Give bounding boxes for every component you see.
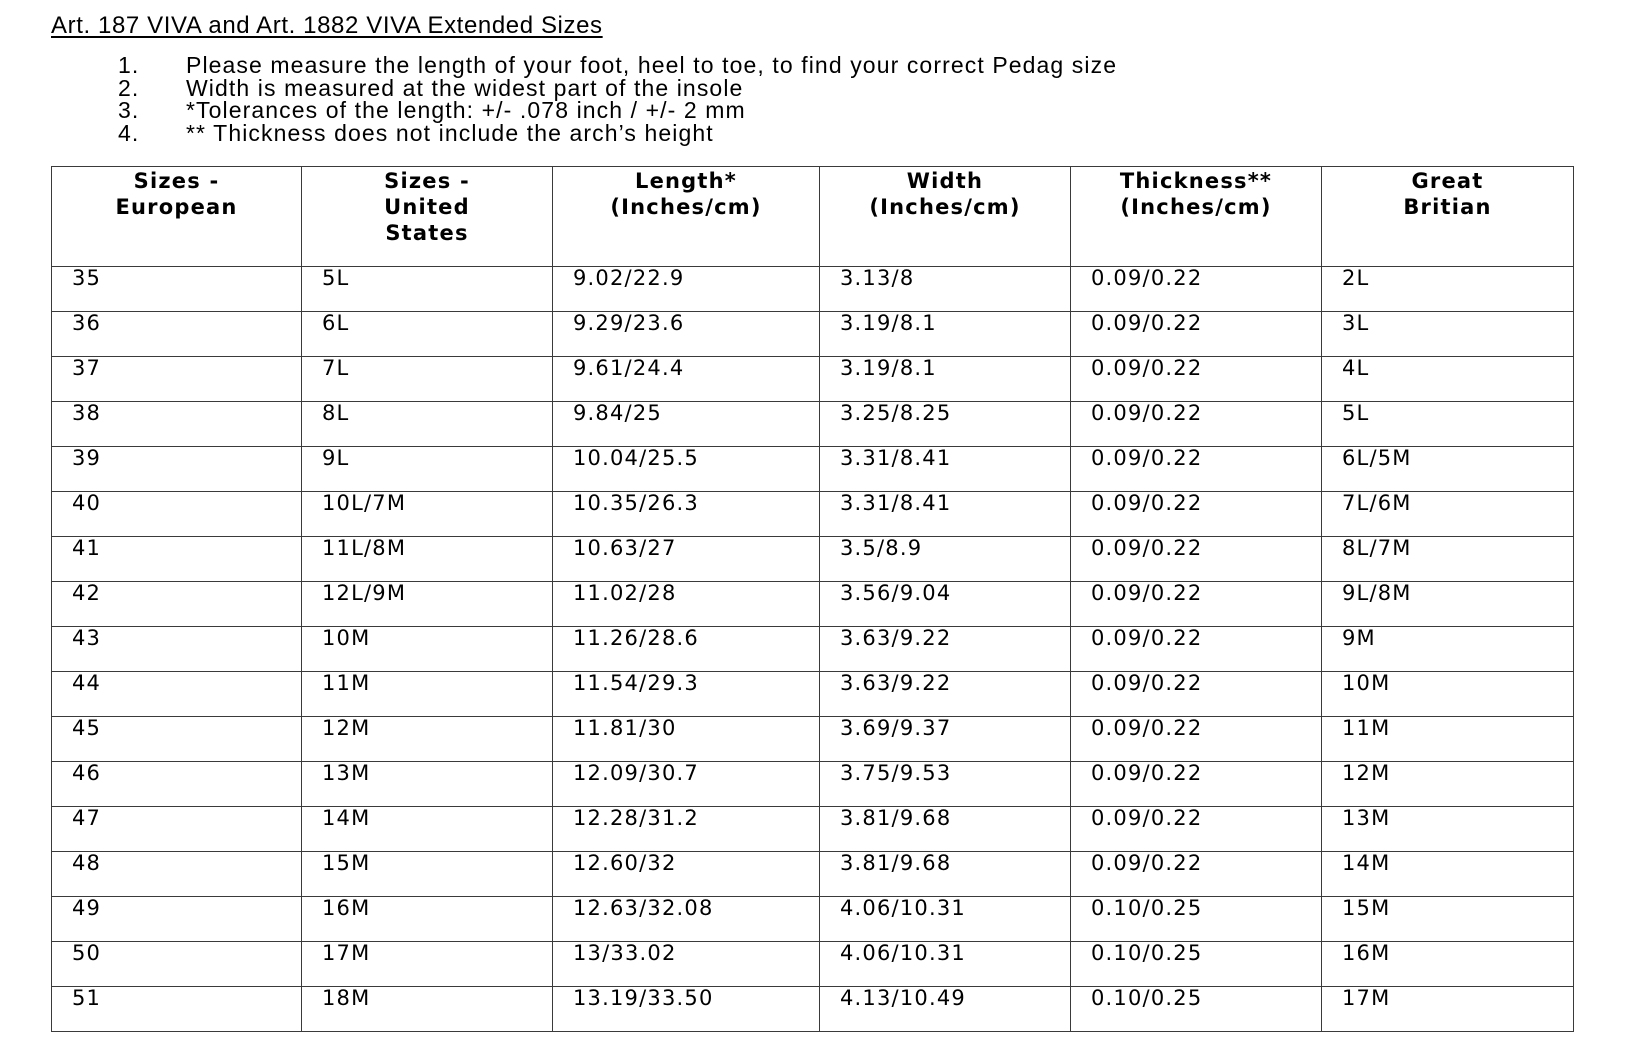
table-row	[52, 627, 1574, 672]
cell-width: 3.56/9.04	[820, 582, 1071, 627]
cell-size-gb: 4L	[1322, 357, 1574, 402]
table-row	[52, 402, 1574, 447]
table-row	[52, 717, 1574, 762]
cell-width: 4.13/10.49	[820, 987, 1071, 1032]
cell-size-eu: 42	[52, 582, 302, 627]
header-length	[553, 167, 820, 267]
cell-size-eu: 38	[52, 402, 302, 447]
cell-thickness: 0.10/0.25	[1071, 942, 1322, 987]
cell-length: 10.35/26.3	[553, 492, 820, 537]
cell-size-us: 12M	[302, 717, 553, 762]
cell-width: 3.63/9.22	[820, 672, 1071, 717]
cell-width: 3.5/8.9	[820, 537, 1071, 582]
cell-size-us: 17M	[302, 942, 553, 987]
table-row	[52, 492, 1574, 537]
cell-length: 12.60/32	[553, 852, 820, 897]
cell-size-eu: 36	[52, 312, 302, 357]
cell-size-us: 12L/9M	[302, 582, 553, 627]
cell-length: 9.84/25	[553, 402, 820, 447]
cell-size-eu: 43	[52, 627, 302, 672]
cell-length: 11.02/28	[553, 582, 820, 627]
table-header-row	[52, 167, 1574, 267]
cell-size-gb: 10M	[1322, 672, 1574, 717]
header-line: United	[384, 195, 470, 219]
table-row	[52, 987, 1574, 1032]
cell-size-eu: 44	[52, 672, 302, 717]
cell-width: 3.19/8.1	[820, 312, 1071, 357]
cell-width: 3.81/9.68	[820, 807, 1071, 852]
cell-width: 3.31/8.41	[820, 447, 1071, 492]
header-line: (Inches/cm)	[869, 195, 1021, 219]
cell-length: 11.54/29.3	[553, 672, 820, 717]
cell-thickness: 0.09/0.22	[1071, 447, 1322, 492]
cell-length: 10.04/25.5	[553, 447, 820, 492]
cell-length: 13.19/33.50	[553, 987, 820, 1032]
header-thickness	[1071, 167, 1322, 267]
cell-size-gb: 12M	[1322, 762, 1574, 807]
cell-size-us: 16M	[302, 897, 553, 942]
table-row	[52, 807, 1574, 852]
cell-width: 3.13/8	[820, 267, 1071, 312]
table-row	[52, 762, 1574, 807]
header-sizes-us	[302, 167, 553, 267]
cell-thickness: 0.09/0.22	[1071, 267, 1322, 312]
document-title: Art. 187 VIVA and Art. 1882 VIVA Extended Sizes	[51, 12, 603, 39]
header-sizes-european	[52, 167, 302, 267]
cell-thickness: 0.09/0.22	[1071, 717, 1322, 762]
table-row	[52, 312, 1574, 357]
header-line: Sizes -	[384, 169, 470, 193]
cell-size-gb: 14M	[1322, 852, 1574, 897]
cell-length: 9.61/24.4	[553, 357, 820, 402]
cell-thickness: 0.09/0.22	[1071, 762, 1322, 807]
table-row	[52, 357, 1574, 402]
table-row	[52, 267, 1574, 312]
instruction-number: 4.	[118, 119, 140, 146]
table-row	[52, 447, 1574, 492]
table-row	[52, 897, 1574, 942]
cell-length: 11.26/28.6	[553, 627, 820, 672]
header-line: Thickness**	[1119, 169, 1273, 193]
header-line: Width	[906, 169, 984, 193]
cell-size-eu: 39	[52, 447, 302, 492]
cell-size-gb: 3L	[1322, 312, 1574, 357]
cell-size-eu: 50	[52, 942, 302, 987]
cell-thickness: 0.09/0.22	[1071, 672, 1322, 717]
cell-size-gb: 6L/5M	[1322, 447, 1574, 492]
cell-size-us: 14M	[302, 807, 553, 852]
cell-length: 9.02/22.9	[553, 267, 820, 312]
size-table	[51, 166, 1574, 1032]
cell-size-gb: 13M	[1322, 807, 1574, 852]
cell-size-us: 13M	[302, 762, 553, 807]
cell-thickness: 0.09/0.22	[1071, 312, 1322, 357]
cell-size-us: 18M	[302, 987, 553, 1032]
header-great-britain	[1322, 167, 1574, 267]
header-width	[820, 167, 1071, 267]
cell-size-gb: 16M	[1322, 942, 1574, 987]
cell-width: 3.25/8.25	[820, 402, 1071, 447]
cell-size-eu: 41	[52, 537, 302, 582]
cell-size-us: 15M	[302, 852, 553, 897]
cell-length: 12.28/31.2	[553, 807, 820, 852]
cell-thickness: 0.09/0.22	[1071, 537, 1322, 582]
cell-size-us: 9L	[302, 447, 553, 492]
table-row	[52, 582, 1574, 627]
cell-size-us: 7L	[302, 357, 553, 402]
cell-thickness: 0.09/0.22	[1071, 807, 1322, 852]
cell-size-gb: 9M	[1322, 627, 1574, 672]
cell-thickness: 0.09/0.22	[1071, 402, 1322, 447]
header-line: Britian	[1403, 195, 1492, 219]
instruction-text: Please measure the length of your foot, heel to toe, to find your correct Pedag size	[186, 52, 1118, 78]
cell-width: 3.63/9.22	[820, 627, 1071, 672]
table-row	[52, 672, 1574, 717]
cell-size-eu: 47	[52, 807, 302, 852]
cell-thickness: 0.10/0.25	[1071, 987, 1322, 1032]
instruction-number: 2.	[118, 74, 140, 101]
header-line: Length*	[635, 169, 737, 193]
cell-size-eu: 48	[52, 852, 302, 897]
cell-width: 4.06/10.31	[820, 897, 1071, 942]
instruction-text: *Tolerances of the length: +/- .078 inch / +/- 2 mm	[186, 97, 746, 123]
instruction-number: 1.	[118, 52, 140, 78]
cell-size-us: 5L	[302, 267, 553, 312]
cell-size-eu: 46	[52, 762, 302, 807]
cell-width: 3.81/9.68	[820, 852, 1071, 897]
cell-width: 3.19/8.1	[820, 357, 1071, 402]
instruction-text: Width is measured at the widest part of the insole	[186, 74, 744, 101]
cell-size-us: 8L	[302, 402, 553, 447]
table-body	[52, 267, 1574, 1032]
cell-width: 3.69/9.37	[820, 717, 1071, 762]
table-row	[52, 537, 1574, 582]
cell-size-gb: 11M	[1322, 717, 1574, 762]
cell-thickness: 0.09/0.22	[1071, 582, 1322, 627]
header-line: (Inches/cm)	[610, 195, 762, 219]
instruction-number: 3.	[118, 97, 140, 123]
cell-length: 9.29/23.6	[553, 312, 820, 357]
table-row	[52, 852, 1574, 897]
cell-thickness: 0.09/0.22	[1071, 627, 1322, 672]
cell-size-eu: 37	[52, 357, 302, 402]
instruction-text: ** Thickness does not include the arch’s height	[186, 119, 714, 146]
cell-size-gb: 15M	[1322, 897, 1574, 942]
cell-length: 12.63/32.08	[553, 897, 820, 942]
cell-thickness: 0.10/0.25	[1071, 897, 1322, 942]
cell-length: 10.63/27	[553, 537, 820, 582]
cell-size-eu: 35	[52, 267, 302, 312]
header-line: Sizes -	[133, 169, 220, 193]
cell-size-gb: 5L	[1322, 402, 1574, 447]
cell-width: 3.75/9.53	[820, 762, 1071, 807]
header-line: Great	[1411, 169, 1484, 193]
cell-length: 12.09/30.7	[553, 762, 820, 807]
table-row	[52, 942, 1574, 987]
cell-size-us: 11M	[302, 672, 553, 717]
cell-size-us: 6L	[302, 312, 553, 357]
header-line: (Inches/cm)	[1120, 195, 1272, 219]
header-line: States	[385, 221, 469, 245]
cell-length: 11.81/30	[553, 717, 820, 762]
cell-size-gb: 7L/6M	[1322, 492, 1574, 537]
cell-size-us: 10L/7M	[302, 492, 553, 537]
cell-size-gb: 9L/8M	[1322, 582, 1574, 627]
cell-size-eu: 51	[52, 987, 302, 1032]
cell-size-eu: 40	[52, 492, 302, 537]
cell-thickness: 0.09/0.22	[1071, 357, 1322, 402]
cell-width: 3.31/8.41	[820, 492, 1071, 537]
cell-size-eu: 45	[52, 717, 302, 762]
cell-size-us: 11L/8M	[302, 537, 553, 582]
cell-size-gb: 8L/7M	[1322, 537, 1574, 582]
cell-size-us: 10M	[302, 627, 553, 672]
cell-thickness: 0.09/0.22	[1071, 492, 1322, 537]
cell-size-gb: 17M	[1322, 987, 1574, 1032]
cell-size-gb: 2L	[1322, 267, 1574, 312]
cell-length: 13/33.02	[553, 942, 820, 987]
cell-size-eu: 49	[52, 897, 302, 942]
cell-width: 4.06/10.31	[820, 942, 1071, 987]
cell-thickness: 0.09/0.22	[1071, 852, 1322, 897]
header-line: European	[115, 195, 238, 219]
